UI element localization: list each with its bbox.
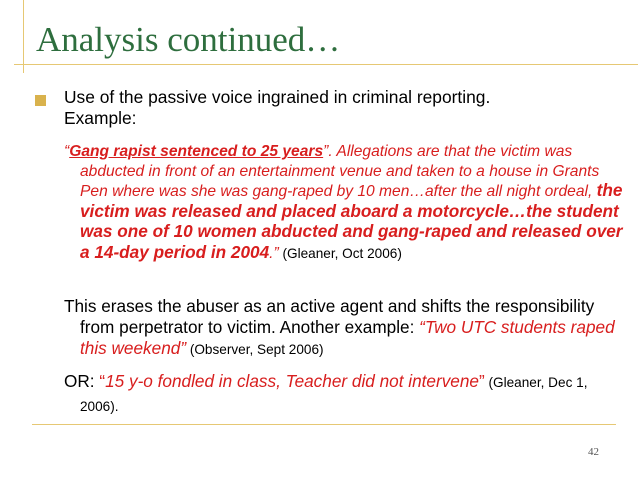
intro-line-2: Example: [64,108,137,128]
intro-line-1: Use of the passive voice ingrained in criminal reporting. [64,87,491,107]
or-open-quote: “ [99,371,106,391]
explanation-paragraph [64,296,624,360]
quote-closing: .” [269,244,279,262]
or-quote: 15 y-o fondled in class, Teacher did not intervene [105,371,479,391]
or-citation: (Gleaner, Dec 1, 2006). [80,375,588,414]
or-close-quote: ” [478,371,485,391]
intro-text [64,87,624,129]
quote-open-mark: “ [64,143,70,160]
or-prefix: OR: [64,371,100,391]
news-quote [64,142,624,263]
footer-divider [32,424,616,425]
square-bullet-icon [35,95,46,106]
slide-title: Analysis continued… [36,20,341,59]
quote-citation: (Gleaner, Oct 2006) [278,245,402,261]
example-citation: (Observer, Sept 2006) [186,342,324,357]
or-example-paragraph [64,370,624,418]
explanation-text: This erases the abuser as an active agent and shifts the responsibility from perpetrator to victim. Another example: [64,296,595,337]
quote-emphasis: the victim was released and placed aboard a motorcycle…the student was one of 10 women abducted and gang-raped and released over a 14-day period in 2004 [80,180,623,262]
page-number: 42 [588,446,599,458]
left-accent-line [23,0,24,73]
quote-headline: Gang rapist sentenced to 25 years [69,143,324,160]
quote-body: ”. Allegations are that the victim was abducted in front of an entertainment venue and taken to a house in Grants Pen where was she was gang-raped by 10 men…after the all night ordeal, [80,143,600,200]
example-quote: “Two UTC students raped this weekend” [80,317,615,358]
title-divider [14,64,638,65]
